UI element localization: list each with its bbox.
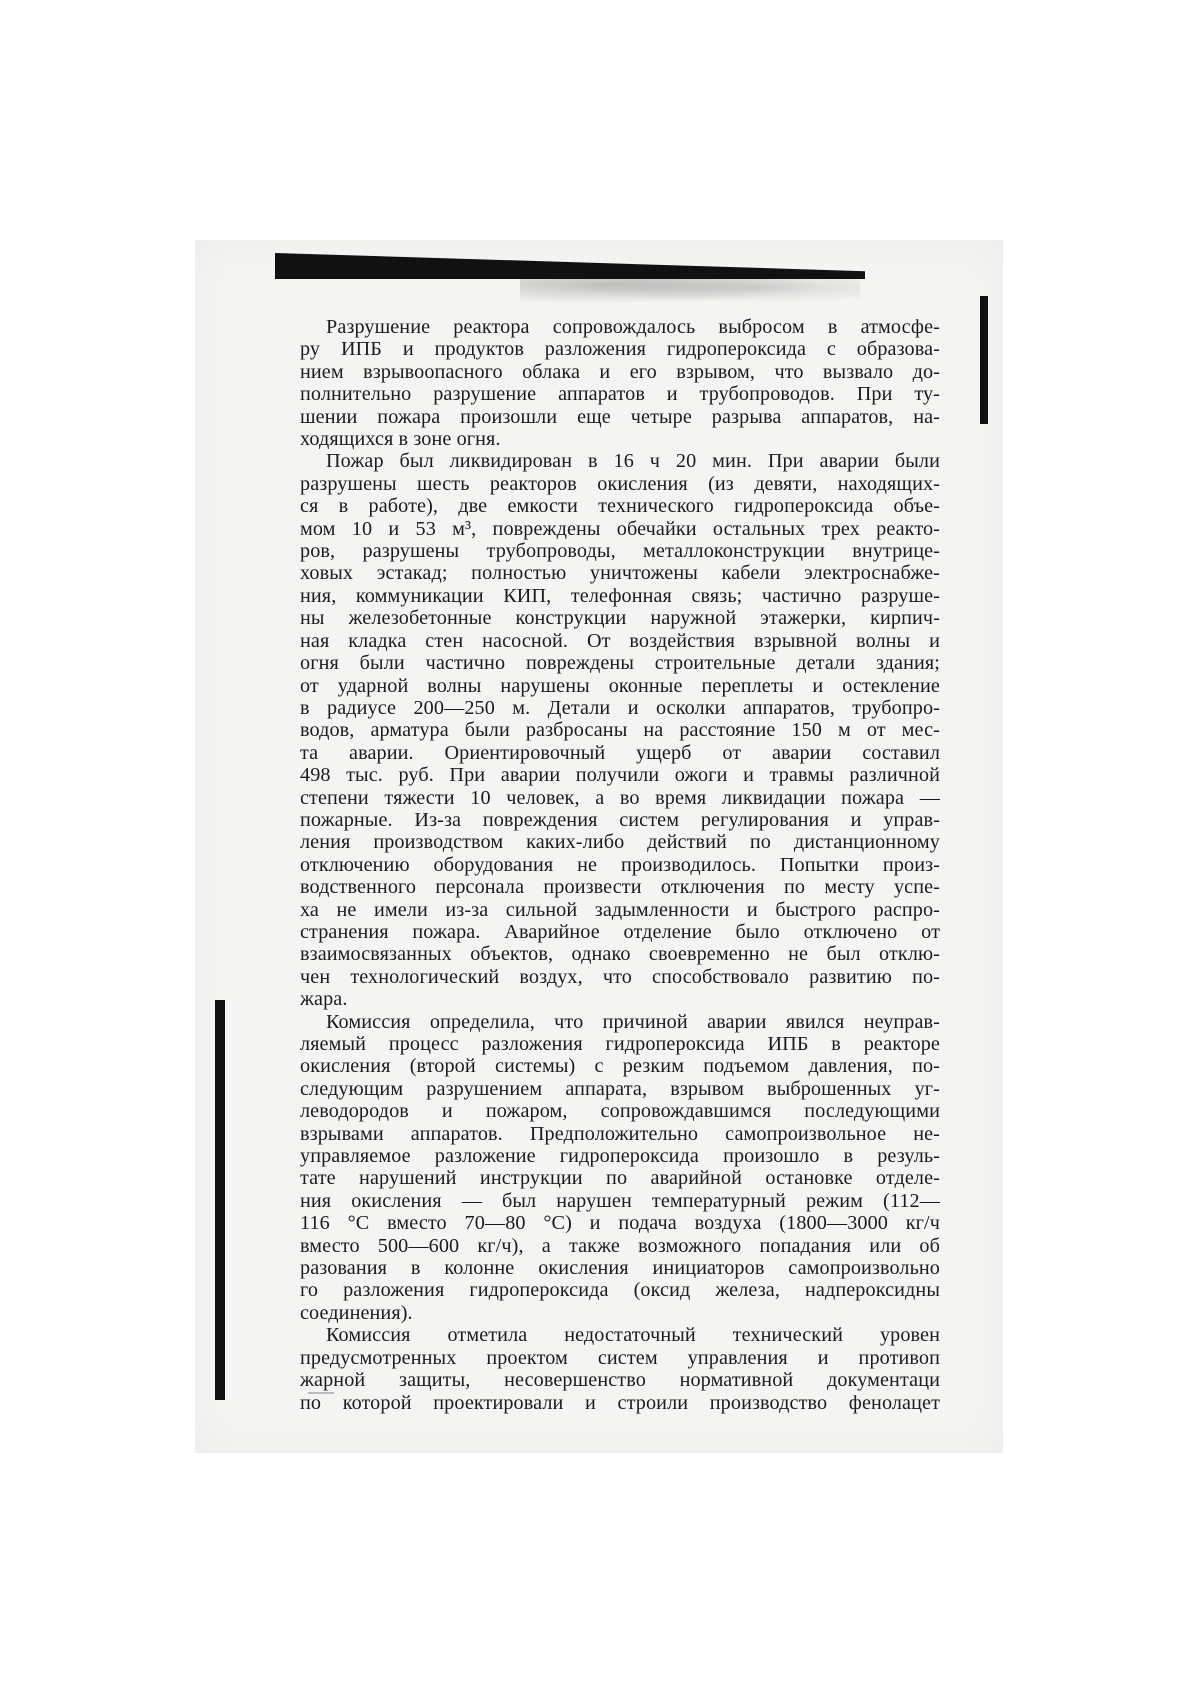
text-line: 116 °С вместо 70—80 °С) и подача воздуха (1800—3000 кг/ч (300, 1212, 940, 1235)
text-line: от ударной волны нарушены оконные переплеты и остекление (300, 674, 940, 697)
paragraph (300, 1011, 940, 1325)
text-line: вместо 500—600 кг/ч), а также возможного попадания или об (300, 1234, 940, 1257)
document-body-text (300, 316, 940, 1414)
text-line: Комиссия отметила недостаточный технический уровен (326, 1324, 940, 1347)
text-line: ходящихся в зоне огня. (300, 428, 501, 451)
text-line: шении пожара произошли еще четыре разрыва аппаратов, на- (300, 405, 940, 428)
text-line: Комиссия определила, что причиной аварии явился неуправ- (326, 1010, 940, 1033)
text-line: жарной защиты, несовершенство нормативной документаци (300, 1369, 940, 1392)
text-line: отключению оборудования не производилось. Попытки произ- (300, 853, 940, 876)
text-line: чен технологический воздух, что способствовало развитию по- (300, 965, 940, 988)
text-line: ления производством каких-либо действий по дистанционному (300, 831, 940, 854)
text-line: ся в работе), две емкости технического гидропероксида объе- (300, 495, 940, 518)
text-line: в радиусе 200—250 м. Детали и осколки аппаратов, трубопро- (300, 696, 940, 719)
text-line: ха не имели из-за сильной задымленности и быстрого распро- (300, 898, 940, 921)
text-line: разования в колонне окисления инициаторов самопроизвольно (300, 1257, 940, 1280)
text-line: взаимосвязанных объектов, однако своевременно не был отклю- (300, 943, 940, 966)
text-line: тате нарушений инструкции по аварийной остановке отделе- (300, 1167, 940, 1190)
text-line: Пожар был ликвидирован в 16 ч 20 мин. При аварии были (326, 450, 940, 473)
text-line: леводородов и пожаром, сопровождавшимся последующими (300, 1100, 940, 1123)
text-line: 498 тыс. руб. При аварии получили ожоги и травмы различной (300, 764, 940, 787)
text-line: нием взрывоопасного облака и его взрывом, что вызвало до- (300, 360, 940, 383)
text-line: водственного персонала произвести отключения по месту успе- (300, 876, 940, 899)
text-line: управляемое разложение гидропероксида произошло в резуль- (300, 1145, 940, 1168)
scan-edge-shadow-left (215, 1000, 225, 1400)
text-line: соединения). (300, 1301, 413, 1324)
paragraph (300, 1324, 940, 1414)
text-line: ния окисления — был нарушен температурный режим (112— (300, 1189, 940, 1212)
text-line: странения пожара. Аварийное отделение было отключено от (300, 920, 940, 943)
text-line: ляемый процесс разложения гидропероксида ИПБ в реакторе (300, 1033, 940, 1055)
text-line: ров, разрушены трубопроводы, металлоконструкции внутрице- (300, 540, 940, 563)
paragraph (300, 450, 940, 1010)
paragraph (300, 316, 940, 450)
text-line: жара. (300, 988, 348, 1011)
text-line: окисления (второй системы) с резким подъемом давления, по- (300, 1055, 940, 1078)
text-line: разрушены шесть реакторов окисления (из девяти, находящих- (300, 472, 940, 495)
text-line: го разложения гидропероксида (оксид железа, надпероксидны (300, 1279, 940, 1302)
text-line: степени тяжести 10 человек, а во время ликвидации пожара — (300, 786, 940, 809)
text-line: по которой проектировали и строили производство фенолацет (300, 1391, 940, 1414)
text-line: Разрушение реактора сопровождалось выбросом в атмосфе- (326, 316, 940, 338)
text-line: ная кладка стен насосной. От воздействия взрывной волны и (300, 629, 940, 652)
text-line: полнительно разрушение аппаратов и трубопроводов. При ту- (300, 383, 940, 406)
text-line: предусмотренных проектом систем управления и противоп (300, 1346, 940, 1369)
text-line: взрывами аппаратов. Предположительно самопроизвольное не- (300, 1122, 940, 1145)
text-line: пожарные. Из-за повреждения систем регулирования и управ- (300, 808, 940, 831)
text-line: ховых эстакад; полностью уничтожены кабели электроснабже- (300, 562, 940, 585)
text-line: мом 10 и 53 м³, повреждены обечайки остальных трех реакто- (300, 517, 940, 540)
scan-smudge (520, 279, 860, 307)
text-line: следующим разрушением аппарата, взрывом выброшенных уг- (300, 1077, 940, 1100)
text-line: ния, коммуникации КИП, телефонная связь; частично разруше- (300, 584, 940, 607)
scan-edge-shadow-right (980, 296, 988, 424)
text-line: та аварии. Ориентировочный ущерб от аварии составил (300, 741, 940, 764)
text-line: ны железобетонные конструкции наружной этажерки, кирпич- (300, 607, 940, 630)
text-line: водов, арматура были разбросаны на расстояние 150 м от мес- (300, 719, 940, 742)
text-line: ру ИПБ и продуктов разложения гидропероксида с образова- (300, 338, 940, 361)
text-line: огня были частично повреждены строительные детали здания; (300, 652, 940, 675)
